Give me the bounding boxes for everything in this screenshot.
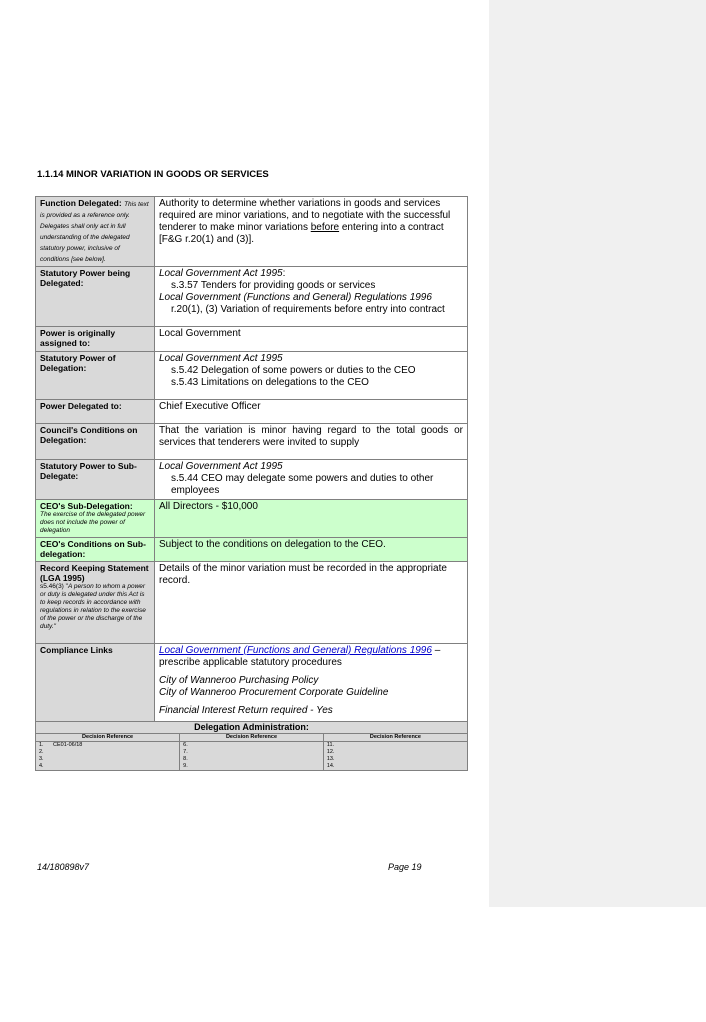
admin-title: Delegation Administration: xyxy=(36,722,467,733)
record-note-prefix: s5.46(3) " xyxy=(40,583,68,590)
statutory-act1-suffix: : xyxy=(282,268,286,279)
decision-ref-item: 4. xyxy=(39,763,44,769)
footer-document-reference: 14/180898v7 xyxy=(37,862,90,872)
decision-ref-header-2: Decision Reference xyxy=(180,734,324,742)
compliance-link-suffix: – prescribe applicable statutory procedures xyxy=(159,645,441,668)
record-label: Record Keeping Statement (LGA 1995) xyxy=(40,563,149,583)
ceo-conditions-label: CEO's Conditions on Sub-delegation: xyxy=(40,539,146,559)
ceo-sub-value: All Directors - $10,000 xyxy=(155,500,468,538)
decision-ref-item: 11. xyxy=(326,742,335,748)
row-ceo-sub-delegation xyxy=(36,500,468,538)
row-delegation-admin xyxy=(36,722,468,771)
sub-delegate-act: Local Government Act 1995 xyxy=(159,461,283,472)
decision-ref-header-1: Decision Reference xyxy=(36,734,180,742)
statutory-act1-item: s.3.57 Tenders for providing goods or services xyxy=(171,280,376,291)
statutory-power-label: Statutory Power being Delegated: xyxy=(40,268,131,288)
row-power-delegated-to xyxy=(36,400,468,424)
conditions-value: That the variation is minor having regard to the total goods or services that tenderers were invited to supply xyxy=(155,424,468,460)
statutory-delegation-item1: s.5.42 Delegation of some powers or duties to the CEO xyxy=(171,365,416,376)
conditions-label: Council's Conditions on Delegation: xyxy=(40,425,138,445)
decision-reference-table xyxy=(36,733,467,770)
decision-ref-item: 6. xyxy=(183,742,188,748)
financial-interest: Financial Interest Return required - Yes xyxy=(159,705,333,716)
row-ceo-conditions xyxy=(36,538,468,562)
delegation-table xyxy=(35,196,468,771)
section-heading: 1.1.14 MINOR VARIATION IN GOODS OR SERVICES xyxy=(37,169,269,180)
ceo-conditions-value: Subject to the conditions on delegation to the CEO. xyxy=(155,538,468,562)
row-council-conditions xyxy=(36,424,468,460)
row-sub-delegate xyxy=(36,460,468,500)
record-note: A person to whom a power or duty is delegated under this Act is to keep records in accordance with regulations in relation to the exercise of the power or the discharge of the duty." xyxy=(40,583,146,630)
footer-page-number: Page 19 xyxy=(388,862,422,872)
delegated-to-label: Power Delegated to: xyxy=(40,401,122,411)
function-delegated-text-end: entering into a contract [F&G r.20(1) and (3)]. xyxy=(159,222,444,245)
function-delegated-text: Authority to determine whether variations in goods and services required are minor variations, and to negotiate with the successful tenderer to make minor variations xyxy=(159,198,451,233)
row-record-keeping xyxy=(36,562,468,644)
row-function-delegated xyxy=(36,197,468,267)
function-delegated-label: Function Delegated: xyxy=(40,198,122,208)
purchasing-policy: City of Wanneroo Purchasing Policy xyxy=(159,675,319,686)
decision-ref-item: 14. xyxy=(326,763,335,769)
decision-ref-header-3: Decision Reference xyxy=(323,734,467,742)
decision-ref-item: 3. xyxy=(39,756,44,762)
assigned-value: Local Government xyxy=(155,327,468,352)
function-delegated-before: before xyxy=(310,222,340,233)
compliance-label: Compliance Links xyxy=(40,645,113,655)
statutory-act2: Local Government (Functions and General) Regulations 1996 xyxy=(159,292,432,303)
decision-ref-item: 9. xyxy=(183,763,188,769)
statutory-act1: Local Government Act 1995 xyxy=(159,268,283,279)
comment-pane xyxy=(489,0,706,907)
statutory-delegation-label: Statutory Power of Delegation: xyxy=(40,353,116,373)
function-delegated-note: This text is provided as a reference only. Delegates shall only act in full understanding of the delegated statutory power, inclusive of conditions [see below]. xyxy=(40,201,149,263)
row-compliance-links xyxy=(36,644,468,722)
assigned-label: Power is originally assigned to: xyxy=(40,328,116,348)
decision-ref-item: 2. xyxy=(39,749,44,755)
decision-ref-item: 1. CE01-06/18 xyxy=(39,742,83,748)
ceo-sub-label: CEO's Sub-Delegation: xyxy=(40,501,133,511)
decision-ref-item: 8. xyxy=(183,756,188,762)
record-value: Details of the minor variation must be recorded in the appropriate record. xyxy=(155,562,468,644)
row-statutory-delegation xyxy=(36,352,468,400)
sub-delegate-item: s.5.44 CEO may delegate some powers and duties to other employees xyxy=(171,473,434,496)
procurement-guideline: City of Wanneroo Procurement Corporate Guideline xyxy=(159,687,389,698)
decision-ref-item: 7. xyxy=(183,749,188,755)
statutory-delegation-act: Local Government Act 1995 xyxy=(159,353,283,364)
statutory-act2-item: r.20(1), (3) Variation of requirements before entry into contract xyxy=(171,304,445,315)
compliance-regulations-link[interactable]: Local Government (Functions and General) Regulations 1996 xyxy=(159,645,432,656)
sub-delegate-label: Statutory Power to Sub-Delegate: xyxy=(40,461,137,481)
decision-ref-item: 13. xyxy=(326,756,335,762)
row-originally-assigned xyxy=(36,327,468,352)
row-statutory-power xyxy=(36,267,468,327)
decision-ref-item: 12. xyxy=(326,749,335,755)
delegated-to-value: Chief Executive Officer xyxy=(155,400,468,424)
ceo-sub-note: The exercise of the delegated power does not include the power of delegation xyxy=(40,511,146,534)
statutory-delegation-item2: s.5.43 Limitations on delegations to the CEO xyxy=(171,377,369,388)
